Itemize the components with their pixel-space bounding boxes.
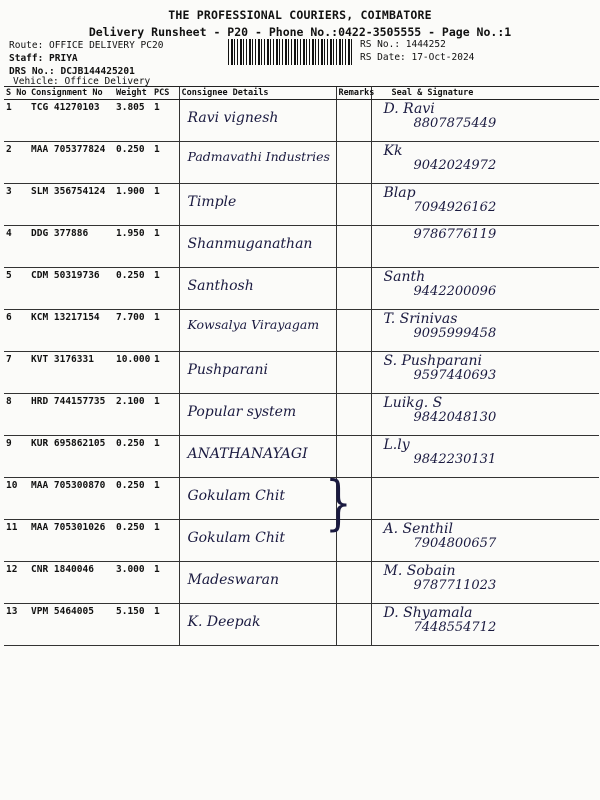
row-weight: 0.250 <box>114 142 152 184</box>
signature-handwriting: Blap <box>383 185 416 201</box>
row-consignee <box>179 100 336 142</box>
row-pcs: 1 <box>152 478 179 520</box>
row-consignee <box>179 184 336 226</box>
table-row <box>4 562 599 604</box>
row-weight: 0.250 <box>114 436 152 478</box>
signature-handwriting: Santh <box>383 269 426 285</box>
col-sno: S No <box>4 87 29 100</box>
row-consignee <box>179 604 336 646</box>
row-seal-signature <box>371 520 599 562</box>
row-pcs: 1 <box>152 184 179 226</box>
runsheet-table <box>4 86 599 646</box>
row-consignment-no: SLM 356754124 <box>29 184 114 226</box>
table-row <box>4 310 599 352</box>
table-row <box>4 478 599 520</box>
row-seal-signature <box>371 562 599 604</box>
consignee-handwriting: Madeswaran <box>187 572 279 588</box>
row-weight: 1.950 <box>114 226 152 268</box>
col-pcs: PCS <box>152 87 179 100</box>
row-pcs: 1 <box>152 268 179 310</box>
phone-handwriting: 8807875449 <box>413 116 497 131</box>
phone-handwriting: 9842230131 <box>413 452 497 467</box>
phone-handwriting: 9786776119 <box>413 227 497 242</box>
route-label: Route: OFFICE DELIVERY PC20 <box>9 40 164 51</box>
row-sno: 12 <box>4 562 29 604</box>
row-consignment-no: MAA 705301026 <box>29 520 114 562</box>
runsheet-title: Delivery Runsheet - P20 - Phone No.:0422-3505555 - Page No.:1 <box>88 25 512 39</box>
row-consignment-no: DDG 377886 <box>29 226 114 268</box>
row-remarks <box>336 226 371 268</box>
row-sno: 2 <box>4 142 29 184</box>
consignee-handwriting: K. Deepak <box>187 614 261 630</box>
row-seal-signature <box>371 394 599 436</box>
consignee-handwriting: Ravi vignesh <box>187 110 279 126</box>
consignee-handwriting: Timple <box>187 194 237 210</box>
row-pcs: 1 <box>152 604 179 646</box>
consignee-handwriting: Padmavathi Industries <box>187 149 330 164</box>
staff-label: Staff: PRIYA <box>9 53 78 64</box>
col-consignment: Consignment No <box>29 87 114 100</box>
row-sno: 13 <box>4 604 29 646</box>
table-row <box>4 142 599 184</box>
signature-handwriting: S. Pushparani <box>383 353 482 369</box>
row-remarks <box>336 562 371 604</box>
row-weight: 0.250 <box>114 268 152 310</box>
row-consignment-no: CDM 50319736 <box>29 268 114 310</box>
brace-mark: } <box>325 468 352 537</box>
table-row <box>4 394 599 436</box>
row-remarks <box>336 394 371 436</box>
row-remarks <box>336 604 371 646</box>
row-seal-signature <box>371 478 599 520</box>
row-seal-signature <box>371 310 599 352</box>
phone-handwriting: 9787711023 <box>413 578 497 593</box>
col-seal: Seal & Signature <box>371 87 599 100</box>
row-remarks <box>336 310 371 352</box>
table-row <box>4 100 599 142</box>
phone-handwriting: 9842048130 <box>413 410 497 425</box>
company-name: THE PROFESSIONAL COURIERS, COIMBATORE <box>168 8 432 22</box>
row-weight: 0.250 <box>114 520 152 562</box>
row-weight: 1.900 <box>114 184 152 226</box>
row-weight: 2.100 <box>114 394 152 436</box>
table-row <box>4 520 599 562</box>
row-consignee <box>179 352 336 394</box>
row-sno: 8 <box>4 394 29 436</box>
row-remarks <box>336 184 371 226</box>
row-seal-signature <box>371 436 599 478</box>
row-consignment-no: MAA 705377824 <box>29 142 114 184</box>
row-pcs: 1 <box>152 562 179 604</box>
rs-number: RS No.: 1444252 <box>360 39 446 50</box>
table-row <box>4 352 599 394</box>
row-weight: 5.150 <box>114 604 152 646</box>
row-consignee <box>179 394 336 436</box>
rs-date: RS Date: 17-Oct-2024 <box>360 52 475 63</box>
row-pcs: 1 <box>152 226 179 268</box>
consignee-handwriting: Kowsalya Virayagam <box>187 317 320 332</box>
row-sno: 4 <box>4 226 29 268</box>
row-remarks <box>336 142 371 184</box>
table-header-row <box>4 87 599 100</box>
signature-handwriting: M. Sobain <box>383 563 456 579</box>
row-consignee <box>179 436 336 478</box>
row-sno: 3 <box>4 184 29 226</box>
row-consignment-no: VPM 5464005 <box>29 604 114 646</box>
consignee-handwriting: ANATHANAYAGI <box>187 446 308 462</box>
consignee-handwriting: Popular system <box>187 404 297 420</box>
table-row <box>4 436 599 478</box>
phone-handwriting: 9442200096 <box>413 284 497 299</box>
row-consignee <box>179 226 336 268</box>
col-weight: Weight <box>114 87 152 100</box>
signature-handwriting: Luikg. S <box>383 395 443 411</box>
drs-number: DRS No.: DCJB144425201 <box>9 66 135 77</box>
row-weight: 0.250 <box>114 478 152 520</box>
row-seal-signature <box>371 184 599 226</box>
row-consignment-no: CNR 1840046 <box>29 562 114 604</box>
consignee-handwriting: Gokulam Chit <box>187 488 285 504</box>
row-sno: 6 <box>4 310 29 352</box>
row-pcs: 1 <box>152 310 179 352</box>
row-consignment-no: KUR 695862105 <box>29 436 114 478</box>
row-sno: 10 <box>4 478 29 520</box>
phone-handwriting: 9095999458 <box>413 326 497 341</box>
phone-handwriting: 7094926162 <box>413 200 497 215</box>
row-weight: 7.700 <box>114 310 152 352</box>
consignee-handwriting: Santhosh <box>187 278 254 294</box>
col-remarks: Remarks <box>336 87 371 100</box>
row-seal-signature <box>371 604 599 646</box>
row-consignment-no: KVT 3176331 <box>29 352 114 394</box>
table-row <box>4 184 599 226</box>
row-sno: 9 <box>4 436 29 478</box>
signature-handwriting: D. Ravi <box>383 101 435 117</box>
consignee-handwriting: Shanmuganathan <box>187 236 313 252</box>
row-consignment-no: MAA 705300870 <box>29 478 114 520</box>
phone-handwriting: 7904800657 <box>413 536 497 551</box>
phone-handwriting: 7448554712 <box>413 620 497 635</box>
row-remarks <box>336 268 371 310</box>
row-weight: 10.000 <box>114 352 152 394</box>
row-pcs: 1 <box>152 142 179 184</box>
row-consignee <box>179 310 336 352</box>
row-sno: 1 <box>4 100 29 142</box>
barcode-image <box>228 39 353 65</box>
row-weight: 3.000 <box>114 562 152 604</box>
row-pcs: 1 <box>152 520 179 562</box>
table-row <box>4 604 599 646</box>
row-seal-signature <box>371 268 599 310</box>
row-sno: 11 <box>4 520 29 562</box>
row-consignee <box>179 268 336 310</box>
vehicle-label: Vehicle: Office Delivery <box>13 76 151 87</box>
table-row <box>4 268 599 310</box>
row-sno: 7 <box>4 352 29 394</box>
row-seal-signature <box>371 352 599 394</box>
table-row <box>4 226 599 268</box>
row-consignee <box>179 520 336 562</box>
row-consignment-no: HRD 744157735 <box>29 394 114 436</box>
row-pcs: 1 <box>152 352 179 394</box>
signature-handwriting: T. Srinivas <box>383 311 458 327</box>
row-consignee <box>179 562 336 604</box>
row-weight: 3.805 <box>114 100 152 142</box>
row-consignee <box>179 478 336 520</box>
signature-handwriting: A. Senthil <box>383 521 454 537</box>
row-sno: 5 <box>4 268 29 310</box>
row-consignee <box>179 142 336 184</box>
row-pcs: 1 <box>152 394 179 436</box>
signature-handwriting: D. Shyamala <box>383 605 473 621</box>
signature-handwriting: L.ly <box>383 437 410 453</box>
phone-handwriting: 9042024972 <box>413 158 497 173</box>
row-seal-signature <box>371 226 599 268</box>
row-pcs: 1 <box>152 100 179 142</box>
row-consignment-no: TCG 41270103 <box>29 100 114 142</box>
row-seal-signature <box>371 142 599 184</box>
row-consignment-no: KCM 13217154 <box>29 310 114 352</box>
signature-handwriting: Kk <box>383 143 403 159</box>
col-consignee: Consignee Details <box>179 87 336 100</box>
row-remarks <box>336 100 371 142</box>
row-seal-signature <box>371 100 599 142</box>
consignee-handwriting: Pushparani <box>187 362 268 378</box>
row-pcs: 1 <box>152 436 179 478</box>
row-remarks <box>336 352 371 394</box>
phone-handwriting: 9597440693 <box>413 368 497 383</box>
consignee-handwriting: Gokulam Chit <box>187 530 285 546</box>
